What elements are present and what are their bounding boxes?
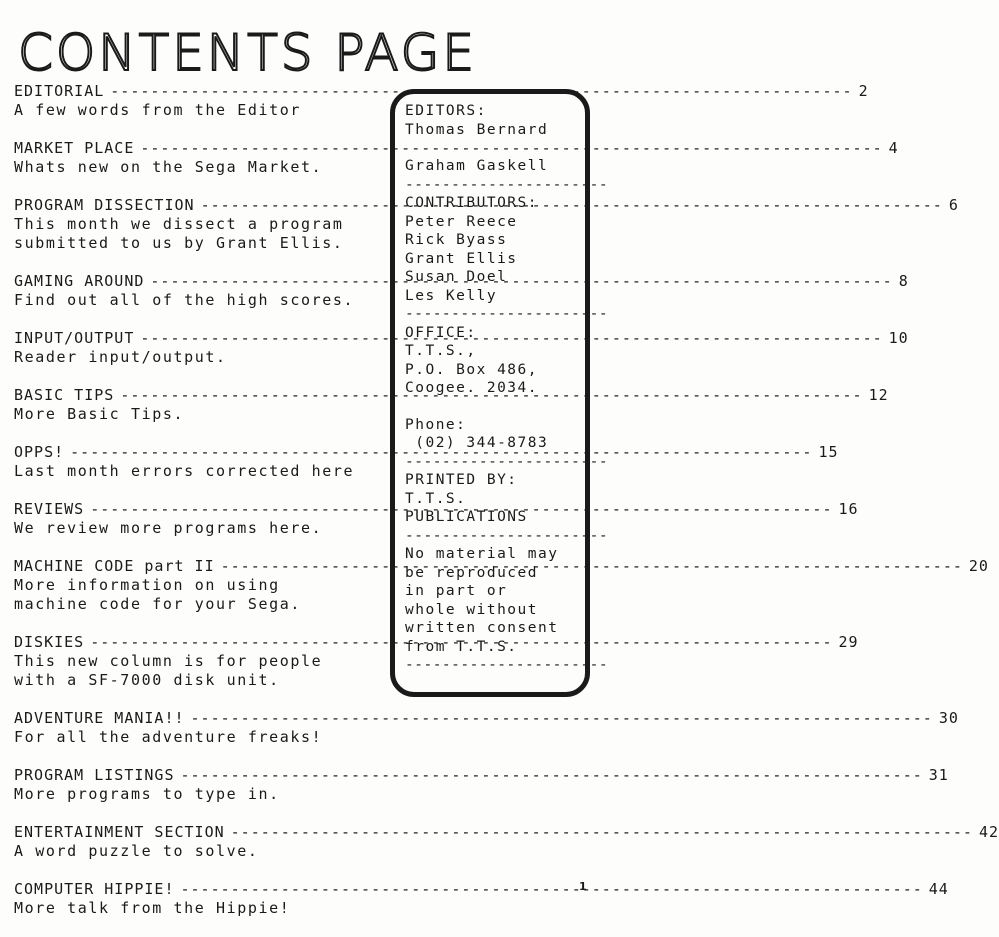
toc-page-number: 10 xyxy=(888,329,909,347)
toc-page-number: 30 xyxy=(938,709,959,727)
divider: ---------------------- xyxy=(405,527,609,544)
divider: ---------------------- xyxy=(405,176,609,193)
office-address-line: T.T.S., xyxy=(405,343,477,359)
toc-entry-title: GAMING AROUND xyxy=(14,272,145,290)
contributor-name: Rick Byass xyxy=(405,232,508,248)
divider: ---------------------- xyxy=(405,306,609,322)
printer-line: PUBLICATIONS xyxy=(405,509,528,525)
dot-leader xyxy=(191,709,933,728)
copyright-notice-line: whole without xyxy=(405,601,538,618)
contributor-name: Grant Ellis xyxy=(405,250,518,267)
toc-entry-description: We review more programs here. xyxy=(14,519,323,537)
toc-entry-title: ADVENTURE MANIA!! xyxy=(14,709,185,727)
toc-entry-description: This month we dissect a program xyxy=(14,215,344,233)
toc-entry-title: INPUT/OUTPUT xyxy=(14,329,135,347)
toc-entry-description: submitted to us by Grant Ellis. xyxy=(14,234,344,252)
page-number: 1 xyxy=(579,880,587,893)
editor-name: Thomas Bernard xyxy=(405,121,549,138)
copyright-notice-line: written consent xyxy=(405,620,559,636)
toc-page-number: 2 xyxy=(858,82,869,100)
credits-box xyxy=(390,89,609,697)
editor-name: Graham Gaskell xyxy=(405,158,549,174)
toc-entry-adventure-mania xyxy=(14,709,959,747)
phone-label: Phone: xyxy=(405,416,467,433)
divider: ---------------------- xyxy=(405,453,609,470)
toc-entry-description: More programs to type in. xyxy=(14,785,280,803)
toc-entry-title: ENTERTAINMENT SECTION xyxy=(14,823,225,841)
toc-page-number: 4 xyxy=(888,139,899,157)
contributor-name: Susan Doel xyxy=(405,269,508,285)
toc-page-number: 16 xyxy=(838,500,859,518)
toc-page-number: 12 xyxy=(868,386,889,404)
toc-page-number: 29 xyxy=(838,633,859,651)
toc-entry-description: For all the adventure freaks! xyxy=(14,728,323,746)
toc-entry-description: More Basic Tips. xyxy=(14,405,185,423)
toc-page-number: 31 xyxy=(928,766,949,784)
copyright-notice-line: in part or xyxy=(405,583,508,599)
toc-entry-title: REVIEWS xyxy=(14,500,85,518)
toc-entry-computer-hippie xyxy=(14,880,949,918)
toc-page-number: 44 xyxy=(928,880,949,898)
toc-entry-description: This new column is for people xyxy=(14,652,323,670)
contributor-name: Les Kelly xyxy=(405,287,498,304)
toc-entry-description: More information on using xyxy=(14,576,280,594)
toc-entry-description: A word puzzle to solve. xyxy=(14,842,259,860)
toc-entry-description: Find out all of the high scores. xyxy=(14,291,355,309)
toc-entry-title: PROGRAM DISSECTION xyxy=(14,196,195,214)
printer-line: T.T.S. xyxy=(405,490,467,507)
copyright-notice-line: from T.T.S. xyxy=(405,638,518,655)
toc-page-number: 6 xyxy=(948,196,959,214)
contributors-label: CONTRIBUTORS: xyxy=(405,195,538,211)
editors-label: EDITORS: xyxy=(405,103,487,119)
toc-entry-description: A few words from the Editor xyxy=(14,101,302,119)
toc-page-number: 42 xyxy=(978,823,999,841)
toc-entry-title: MARKET PLACE xyxy=(14,139,135,157)
office-address-line: Coogee. 2034. xyxy=(405,380,538,396)
toc-entry-title: MACHINE CODE part II xyxy=(14,557,215,575)
toc-entry-description: Last month errors corrected here xyxy=(14,462,355,480)
phone-number: (02) 344-8783 xyxy=(405,435,549,451)
copyright-notice-line: No material may xyxy=(405,546,559,562)
toc-entry-program-listings xyxy=(14,766,949,804)
toc-entry-description: machine code for your Sega. xyxy=(14,595,302,613)
toc-page-number: 15 xyxy=(818,443,839,461)
contributor-name: Peter Reece xyxy=(405,213,518,230)
toc-entry-title: DISKIES xyxy=(14,633,85,651)
toc-page-number: 20 xyxy=(968,557,989,575)
page-title: CONTENTS PAGE xyxy=(18,24,477,82)
toc-entry-title: COMPUTER HIPPIE! xyxy=(14,880,175,898)
office-label: OFFICE: xyxy=(405,324,477,341)
dot-leader xyxy=(221,557,963,576)
toc-entry-title: EDITORIAL xyxy=(14,82,105,100)
copyright-notice-line: be reproduced xyxy=(405,564,538,581)
toc-entry-description: with a SF-7000 disk unit. xyxy=(14,671,280,689)
toc-page-number: 8 xyxy=(898,272,909,290)
toc-entry-title: PROGRAM LISTINGS xyxy=(14,766,175,784)
dot-leader xyxy=(231,823,973,842)
divider: ---------------------- xyxy=(405,657,609,673)
toc-entry-title: BASIC TIPS xyxy=(14,386,115,404)
toc-entry-title: OPPS! xyxy=(14,443,65,461)
printed-by-label: PRINTED BY: xyxy=(405,472,518,488)
toc-entry-description: Reader input/output. xyxy=(14,348,227,366)
dot-leader xyxy=(181,766,923,785)
toc-entry-entertainment-section xyxy=(14,823,999,861)
toc-entry-description: More talk from the Hippie! xyxy=(14,899,291,917)
office-address-line: P.O. Box 486, xyxy=(405,361,538,378)
dot-leader xyxy=(181,880,923,899)
toc-entry-description: Whats new on the Sega Market. xyxy=(14,158,323,176)
